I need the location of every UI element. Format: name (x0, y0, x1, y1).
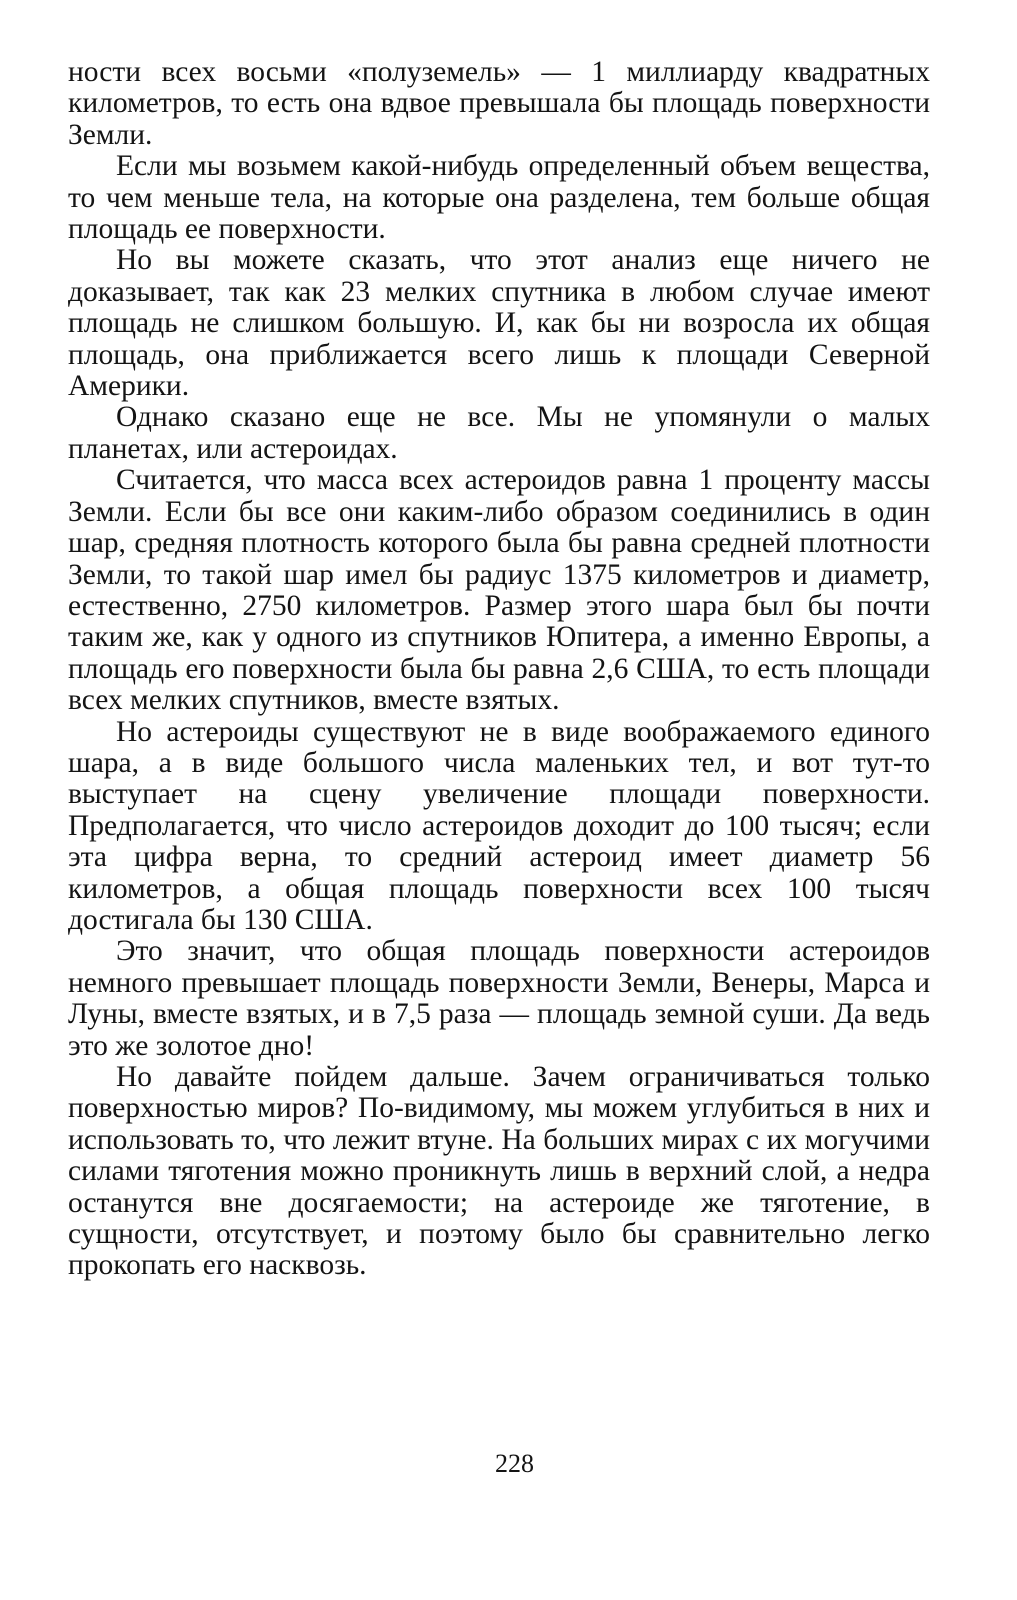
page-number: 228 (495, 1449, 534, 1478)
paragraph-8: Но давайте пойдем дальше. Зачем ограничиваться только поверхностью миров? По-видимому, мы можем углубиться в них и использовать то, что лежит втуне. На больших мирах с их могучими силами тяготения можно проникнуть лишь в верхний слой, а недра останутся вне досягаемости; на астероиде же тяготение, в сущности, отсутствует, и поэтому было бы сравнительно легко прокопать его насквозь. (68, 1061, 930, 1282)
paragraph-2: Если мы возьмем какой-нибудь определенный объем вещества, то чем меньше тела, на которые она разделена, тем больше общая площадь ее поверхности. (68, 150, 930, 246)
paragraph-6: Но астероиды существуют не в виде воображаемого единого шара, а в виде большого числа маленьких тел, и вот тут-то выступает на сцену увеличение площади поверхности. Предполагается, что число астероидов доходит до 100 тысяч; если эта цифра верна, то средний астероид имеет диаметр 56 километров, а общая площадь поверхности всех 100 тысяч достигала бы 130 США. (68, 715, 930, 936)
page-body (68, 57, 930, 1282)
paragraph-3: Но вы можете сказать, что этот анализ еще ничего не доказывает, так как 23 мелких спутника в любом случае имеют площадь не слишком большую. И, как бы ни возросла их общая площадь, она приближается всего лишь к площади Северной Америки. (68, 244, 930, 403)
paragraph-continuation: ности всех восьми «полуземель» — 1 миллиарду квадратных километров, то есть она вдвое превышала бы площадь поверхности Земли. (68, 56, 930, 151)
paragraph-7: Это значит, что общая площадь поверхности астероидов немного превышает площадь поверхности Земли, Венеры, Марса и Луны, вместе взятых, и в 7,5 раза — площадь земной суши. Да ведь это же золотое дно! (68, 935, 930, 1062)
paragraph-4: Однако сказано еще не все. Мы не упомянули о малых планетах, или астероидах. (68, 401, 930, 465)
paragraph-5: Считается, что масса всех астероидов равна 1 проценту массы Земли. Если бы все они каким-либо образом соединились в один шар, средняя плотность которого была бы равна средней плотности Земли, то такой шар имел бы радиус 1375 километров и диаметр, естественно, 2750 километров. Размер этого шара был бы почти таким же, как у одного из спутников Юпитера, а именно Европы, а площадь его поверхности была бы равна 2,6 США, то есть площади всех мелких спутников, вместе взятых. (68, 464, 930, 717)
